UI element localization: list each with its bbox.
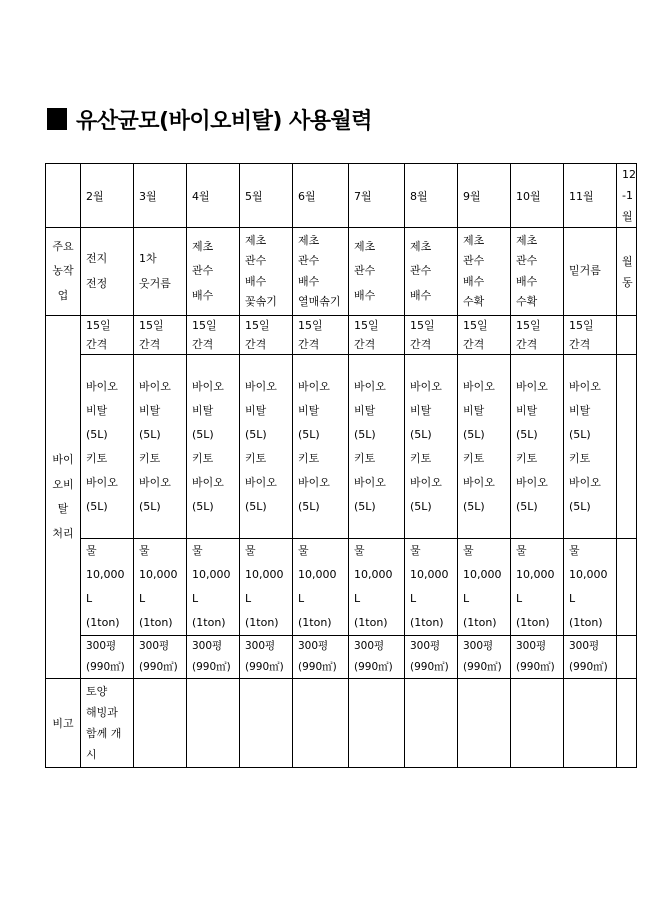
crop-cell: 제초 관수 배수 꽃솎기 <box>240 228 293 316</box>
corner-cell <box>46 164 81 228</box>
interval-cell: 15일 간격 <box>187 316 240 355</box>
crop-work-row <box>46 228 637 316</box>
month-cell: 3월 <box>134 164 187 228</box>
area-cell: 300평 (990㎡) <box>240 636 293 679</box>
month-cell: 9월 <box>458 164 511 228</box>
month-cell: 6월 <box>293 164 349 228</box>
bio-cell: 바이오 비탈 (5L) 키토 바이오 (5L) <box>81 355 134 539</box>
page-heading <box>47 104 372 134</box>
area-cell: 300평 (990㎡) <box>405 636 458 679</box>
empty-cell <box>617 316 637 355</box>
area-cell: 300평 (990㎡) <box>511 636 564 679</box>
empty-cell <box>405 679 458 768</box>
empty-cell <box>458 679 511 768</box>
empty-cell <box>349 679 405 768</box>
empty-cell <box>240 679 293 768</box>
crop-cell: 제초 관수 배수 열매솎기 <box>293 228 349 316</box>
empty-cell <box>134 679 187 768</box>
month-cell: 12 -1 월 <box>617 164 637 228</box>
empty-cell <box>293 679 349 768</box>
interval-cell: 15일 간격 <box>134 316 187 355</box>
month-cell: 10월 <box>511 164 564 228</box>
water-cell: 물 10,000 L (1ton) <box>134 539 187 636</box>
water-cell: 물 10,000 L (1ton) <box>405 539 458 636</box>
month-cell: 11월 <box>564 164 617 228</box>
crop-cell: 1차 웃거름 <box>134 228 187 316</box>
interval-cell: 15일 간격 <box>564 316 617 355</box>
area-cell: 300평 (990㎡) <box>564 636 617 679</box>
month-cell: 2월 <box>81 164 134 228</box>
month-cell: 7월 <box>349 164 405 228</box>
empty-cell <box>511 679 564 768</box>
interval-cell: 15일 간격 <box>349 316 405 355</box>
bio-cell: 바이오 비탈 (5L) 키토 바이오 (5L) <box>564 355 617 539</box>
water-cell: 물 10,000 L (1ton) <box>511 539 564 636</box>
crop-cell: 제초 관수 배수 <box>187 228 240 316</box>
bio-cell: 바이오 비탈 (5L) 키토 바이오 (5L) <box>293 355 349 539</box>
area-cell: 300평 (990㎡) <box>134 636 187 679</box>
row-label-crops: 주요 농작 업 <box>46 228 81 316</box>
water-cell: 물 10,000 L (1ton) <box>293 539 349 636</box>
interval-cell: 15일 간격 <box>458 316 511 355</box>
area-cell: 300평 (990㎡) <box>81 636 134 679</box>
crop-cell: 제초 관수 배수 수확 <box>511 228 564 316</box>
month-cell: 8월 <box>405 164 458 228</box>
interval-cell: 15일 간격 <box>240 316 293 355</box>
bio-cell: 바이오 비탈 (5L) 키토 바이오 (5L) <box>405 355 458 539</box>
crop-cell: 제초 관수 배수 수확 <box>458 228 511 316</box>
interval-row <box>46 316 637 355</box>
bio-cell: 바이오 비탈 (5L) 키토 바이오 (5L) <box>349 355 405 539</box>
water-cell: 물 10,000 L (1ton) <box>458 539 511 636</box>
row-label-remark: 비고 <box>46 679 81 768</box>
empty-cell <box>617 636 637 679</box>
month-cell: 5월 <box>240 164 293 228</box>
empty-cell <box>617 355 637 539</box>
bio-cell: 바이오 비탈 (5L) 키토 바이오 (5L) <box>511 355 564 539</box>
bio-product-row <box>46 355 637 539</box>
crop-cell: 제초 관수 배수 <box>405 228 458 316</box>
water-cell: 물 10,000 L (1ton) <box>349 539 405 636</box>
row-label-bio: 바이 오비 탈 처리 <box>46 316 81 679</box>
bio-cell: 바이오 비탈 (5L) 키토 바이오 (5L) <box>134 355 187 539</box>
remark-cell: 토양 해빙과 함께 개 시 <box>81 679 134 768</box>
water-cell: 물 10,000 L (1ton) <box>81 539 134 636</box>
area-cell: 300평 (990㎡) <box>349 636 405 679</box>
empty-cell <box>564 679 617 768</box>
bio-cell: 바이오 비탈 (5L) 키토 바이오 (5L) <box>458 355 511 539</box>
area-cell: 300평 (990㎡) <box>458 636 511 679</box>
bio-cell: 바이오 비탈 (5L) 키토 바이오 (5L) <box>240 355 293 539</box>
page-title: 유산균모(바이오비탈) 사용월력 <box>76 108 373 134</box>
water-row <box>46 539 637 636</box>
water-cell: 물 10,000 L (1ton) <box>564 539 617 636</box>
heading-square-icon <box>47 108 67 130</box>
month-cell: 4월 <box>187 164 240 228</box>
usage-calendar-table <box>45 163 637 768</box>
remark-row <box>46 679 637 768</box>
crop-cell: 전지 전정 <box>81 228 134 316</box>
interval-cell: 15일 간격 <box>405 316 458 355</box>
bio-cell: 바이오 비탈 (5L) 키토 바이오 (5L) <box>187 355 240 539</box>
crop-cell: 제초 관수 배수 <box>349 228 405 316</box>
water-cell: 물 10,000 L (1ton) <box>240 539 293 636</box>
empty-cell <box>617 679 637 768</box>
interval-cell: 15일 간격 <box>81 316 134 355</box>
month-header-row <box>46 164 637 228</box>
crop-cell: 월 동 <box>617 228 637 316</box>
area-cell: 300평 (990㎡) <box>293 636 349 679</box>
crop-cell: 밑거름 <box>564 228 617 316</box>
water-cell: 물 10,000 L (1ton) <box>187 539 240 636</box>
empty-cell <box>187 679 240 768</box>
area-cell: 300평 (990㎡) <box>187 636 240 679</box>
interval-cell: 15일 간격 <box>511 316 564 355</box>
empty-cell <box>617 539 637 636</box>
area-row <box>46 636 637 679</box>
interval-cell: 15일 간격 <box>293 316 349 355</box>
